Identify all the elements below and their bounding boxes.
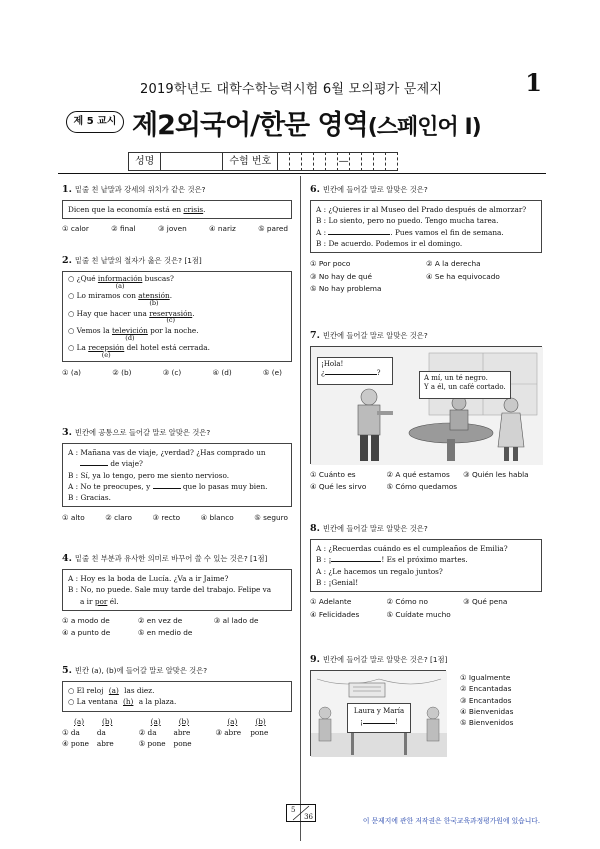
- current-page: 5: [291, 806, 296, 814]
- option[interactable]: ② A la derecha: [426, 259, 481, 269]
- q2-tag: (e): [101, 350, 111, 359]
- q4-line: a ir: [80, 596, 95, 606]
- q8-blank: [331, 554, 381, 562]
- option[interactable]: ① da da: [62, 727, 106, 737]
- q2-line-end: buscas?: [142, 274, 174, 283]
- q5-head-b: (b): [178, 716, 190, 726]
- id-digit[interactable]: [290, 152, 302, 171]
- option[interactable]: ② da abre: [138, 727, 191, 737]
- q1-sentence-box: [62, 200, 292, 219]
- q8-number: 8.: [310, 523, 320, 534]
- option[interactable]: ③ abre pone: [215, 727, 269, 737]
- option[interactable]: ① Adelante: [310, 597, 352, 607]
- q2-prompt: 밑줄 친 낱말의 철자가 옳은 것은? [1점]: [74, 256, 202, 265]
- q1-options: [62, 223, 292, 235]
- name-label: 성명: [128, 152, 161, 171]
- id-digit[interactable]: [362, 152, 374, 171]
- id-dash: —: [338, 152, 350, 171]
- question-3: [62, 427, 292, 525]
- q2-number: 2.: [62, 255, 72, 266]
- id-digit[interactable]: [302, 152, 314, 171]
- bubble-text: Y a él, un café cortado.: [424, 383, 506, 392]
- q5-line: ○ La ventana: [68, 697, 120, 707]
- option[interactable]: ⑤ Bienvenidos: [460, 718, 514, 728]
- page-number: 1: [525, 68, 542, 97]
- copyright-notice: 이 문제지에 관한 저작권은 한국교육과정평가원에 있습니다.: [362, 817, 540, 825]
- q5-head-a: (a): [74, 716, 85, 726]
- question-7: [310, 330, 542, 494]
- q2-word: reservasión: [149, 308, 193, 318]
- q5-number: 5.: [62, 665, 72, 676]
- option[interactable]: ⑤ No hay problema: [310, 283, 382, 293]
- q6-line: B : De acuerdo. Podemos ir el domingo.: [316, 238, 463, 248]
- q7-illustration: [310, 346, 542, 464]
- q2-line: ○ Vemos la: [68, 325, 112, 335]
- q3-blank: [153, 481, 181, 489]
- q7-prompt: 빈칸에 들어갈 말로 알맞은 것은?: [322, 331, 428, 340]
- q9-number: 9.: [310, 654, 320, 665]
- q9-welcome-sign: [347, 703, 411, 733]
- q2-sentence-box: [62, 271, 292, 362]
- column-divider: [300, 176, 301, 841]
- q7-speech-bubble-waiter: [317, 357, 393, 385]
- q6-prompt: 빈칸에 들어갈 말로 알맞은 것은?: [322, 185, 428, 194]
- option[interactable]: ③ Quién les habla: [463, 470, 529, 479]
- q3-line: A : Mañana vas de viaje, ¿verdad? ¿Has comprado un: [68, 448, 266, 457]
- question-8: [310, 523, 542, 621]
- q5-line: a la plaza.: [136, 697, 177, 707]
- q2-tag: (d): [125, 333, 135, 342]
- option[interactable]: ② Encantadas: [460, 684, 512, 694]
- option[interactable]: ⑤ en medio de: [137, 628, 193, 638]
- subject-main: 제2외국어/한문 영역: [132, 110, 368, 141]
- option[interactable]: ⑤ Cuídate mucho: [386, 609, 451, 619]
- option[interactable]: ③ (c): [162, 368, 182, 378]
- q6-line: A : ¿Quieres ir al Museo del Prado después de almorzar?: [316, 205, 527, 214]
- option[interactable]: ⑤ (e): [262, 368, 282, 378]
- q2-line-end: .: [192, 308, 195, 318]
- question-4: [62, 553, 292, 640]
- option[interactable]: ③ No hay de qué: [310, 271, 373, 281]
- q5-head-a: (a): [227, 716, 238, 726]
- q4-options: [62, 615, 292, 640]
- q4-line: B : No, no puede. Sale muy tarde del trabajo. Felipe va: [68, 585, 272, 595]
- option[interactable]: ① calor: [62, 224, 89, 234]
- q6-blank: [328, 227, 390, 235]
- bubble-text: ¡Hola!: [321, 360, 344, 368]
- option[interactable]: ⑤ pone pone: [138, 738, 192, 748]
- q5-blank-a: (a): [108, 686, 119, 695]
- q4-dialogue-box: [62, 569, 292, 611]
- q2-tag: (b): [149, 299, 159, 307]
- q2-tag: (a): [115, 281, 125, 290]
- id-digit[interactable]: [350, 152, 362, 171]
- id-digit[interactable]: [278, 152, 290, 171]
- q4-line: él.: [107, 596, 119, 606]
- option[interactable]: ③ Qué pena: [463, 597, 508, 607]
- q2-word: televición: [111, 325, 148, 335]
- option[interactable]: ① a modo de: [62, 615, 110, 625]
- option[interactable]: ④ Felicidades: [310, 609, 360, 619]
- q3-line: B : Gracias.: [68, 493, 111, 503]
- option[interactable]: ④ blanco: [200, 513, 234, 523]
- q5-head-b: (b): [102, 716, 113, 726]
- option[interactable]: ④ a punto de: [62, 628, 111, 638]
- q1-prompt: 밑줄 친 낱말과 강세의 위치가 같은 것은?: [74, 185, 206, 194]
- q9-prompt: 빈칸에 들어갈 말로 알맞은 것은? [1점]: [322, 655, 448, 664]
- q6-number: 6.: [310, 184, 320, 195]
- option[interactable]: ② (b): [112, 368, 132, 378]
- bubble-text: ?: [376, 369, 381, 378]
- sign-text: ¡: [360, 717, 363, 726]
- q5-line: las diez.: [121, 686, 155, 695]
- option[interactable]: ① Cuánto es: [310, 470, 356, 479]
- question-1: [62, 184, 292, 236]
- q6-line: B : Lo siento, pero no puedo. Tengo mucha tarea.: [316, 216, 499, 226]
- q9-illustration: [310, 670, 446, 756]
- option[interactable]: ⑤ pared: [258, 224, 288, 234]
- q8-line: B : ¡Genial!: [316, 577, 359, 587]
- q5-sentence-box: [62, 681, 292, 712]
- question-2: [62, 255, 292, 380]
- option[interactable]: ② final: [111, 224, 136, 234]
- q6-dialogue-box: [310, 200, 542, 253]
- option[interactable]: ③ Encantados: [460, 695, 512, 705]
- q2-line: ○ La: [68, 343, 89, 352]
- subject-suffix: (스페인어 I): [367, 115, 481, 140]
- option[interactable]: ④ Qué les sirvo: [310, 482, 367, 492]
- q2-line-end: por la noche.: [147, 325, 199, 335]
- q3-blank: [80, 458, 108, 466]
- q5-line: ○ El reloj: [68, 686, 106, 695]
- q9-body: [310, 670, 542, 756]
- q3-line: A : No te preocupes, y: [68, 481, 153, 491]
- q6-line: A :: [316, 227, 329, 237]
- q3-number: 3.: [62, 427, 72, 438]
- id-digit[interactable]: [386, 152, 398, 171]
- subject-title: [132, 103, 481, 142]
- option[interactable]: ③ al lado de: [213, 615, 259, 625]
- q9-options: [460, 670, 513, 756]
- q5-options: [62, 717, 292, 748]
- exam-title: 2019학년도 대학수학능력시험 6월 모의평가 문제지: [140, 82, 443, 97]
- question-5: [62, 665, 292, 748]
- q1-number: 1.: [62, 184, 72, 195]
- option[interactable]: ③ joven: [157, 224, 187, 234]
- sign-text: Laura y María: [353, 707, 405, 715]
- q5-head-a: (a): [150, 716, 161, 726]
- option[interactable]: ② en vez de: [137, 615, 183, 625]
- q6-options: [310, 258, 542, 295]
- option[interactable]: ④ Se ha equivocado: [426, 271, 500, 281]
- option[interactable]: ① Igualmente: [460, 673, 511, 682]
- q3-dialogue-box: [62, 443, 292, 507]
- q2-line-end: .: [169, 291, 173, 301]
- id-digit[interactable]: [374, 152, 386, 171]
- q1-text: Dicen que la economía está en: [68, 205, 184, 214]
- q7-speech-bubble-customer: [419, 371, 511, 399]
- q4-line: A : Hoy es la boda de Lucía. ¿Va a ir Jaime?: [68, 574, 229, 583]
- q8-line: A : ¿Recuerdas cuándo es el cumpleaños de Emilia?: [316, 544, 508, 553]
- option[interactable]: ① (a): [62, 368, 82, 378]
- option[interactable]: ① Por poco: [310, 259, 351, 269]
- bubble-text: A mí, un té negro.: [424, 374, 488, 382]
- q3-line: que lo pasas muy bien.: [180, 481, 268, 491]
- q4-number: 4.: [62, 553, 72, 564]
- q7-blank: [325, 369, 377, 375]
- student-id-row: [128, 152, 398, 171]
- id-label: 수험 번호: [223, 152, 278, 171]
- q5-head-b: (b): [255, 716, 266, 726]
- total-pages: 36: [304, 813, 313, 821]
- option[interactable]: ④ (d): [212, 368, 232, 378]
- q8-line: ! Es el próximo martes.: [381, 555, 468, 565]
- page-counter: [286, 804, 316, 822]
- q2-line: ○ Lo miramos con: [68, 291, 139, 301]
- option[interactable]: ② A qué estamos: [386, 470, 450, 479]
- option[interactable]: ③ recto: [152, 513, 181, 523]
- option[interactable]: ② claro: [105, 513, 132, 523]
- q8-line: A : ¿Le hacemos un regalo juntos?: [316, 566, 443, 576]
- q5-prompt: 빈칸 (a), (b)에 들어갈 말로 알맞은 것은?: [74, 666, 208, 675]
- q4-prompt: 밑줄 친 부분과 유사한 의미로 바꾸어 쓸 수 있는 것은? [1점]: [74, 554, 268, 563]
- q2-options: [62, 367, 292, 379]
- q2-line: ○ ¿Qué: [68, 274, 98, 283]
- option[interactable]: ④ nariz: [208, 224, 236, 234]
- q8-options: [310, 596, 542, 621]
- q2-line: ○ Hay que hacer una: [68, 308, 150, 318]
- q6-line: . Pues vamos el fin de semana.: [390, 227, 504, 237]
- q3-line: B : Sí, ya lo tengo, pero me siento nervioso.: [68, 470, 230, 480]
- session-badge: 제 5 교시: [66, 111, 124, 133]
- q2-word: información: [97, 274, 143, 283]
- q3-line: de viaje?: [108, 459, 143, 469]
- option[interactable]: ⑤ Cómo quedamos: [386, 482, 458, 492]
- option[interactable]: ① alto: [62, 513, 85, 523]
- q2-word: recepsión: [88, 343, 125, 352]
- q4-underlined-word: por: [94, 596, 108, 606]
- sign-text: !: [395, 717, 398, 726]
- q9-blank: [363, 718, 395, 724]
- option[interactable]: ④ pone abre: [62, 738, 114, 748]
- q8-line: B : ¡: [316, 555, 332, 565]
- q1-underlined-word: crisis: [183, 205, 204, 214]
- q2-tag: (c): [166, 316, 176, 325]
- header-rule: [58, 173, 546, 174]
- question-6: [310, 184, 542, 295]
- q3-options: [62, 512, 292, 524]
- q8-prompt: 빈칸에 들어갈 말로 알맞은 것은?: [322, 524, 428, 533]
- q1-text-end: .: [203, 205, 206, 214]
- option[interactable]: ② Cómo no: [386, 597, 428, 607]
- bubble-text: ¿: [321, 369, 325, 378]
- id-digit[interactable]: [326, 152, 338, 171]
- q2-line-end: del hotel está cerrada.: [124, 343, 210, 352]
- q2-word: atensión: [138, 291, 170, 301]
- q5-blank-b: (h): [123, 697, 134, 707]
- q8-dialogue-box: [310, 539, 542, 592]
- q7-number: 7.: [310, 330, 320, 341]
- option[interactable]: ⑤ seguro: [254, 513, 288, 523]
- q3-prompt: 빈칸에 공통으로 들어갈 말로 알맞은 것은?: [74, 428, 211, 437]
- question-9: [310, 654, 542, 756]
- q7-options: [310, 469, 542, 494]
- name-field[interactable]: [161, 152, 223, 171]
- id-digit[interactable]: [314, 152, 326, 171]
- option[interactable]: ④ Bienvenidas: [460, 706, 514, 716]
